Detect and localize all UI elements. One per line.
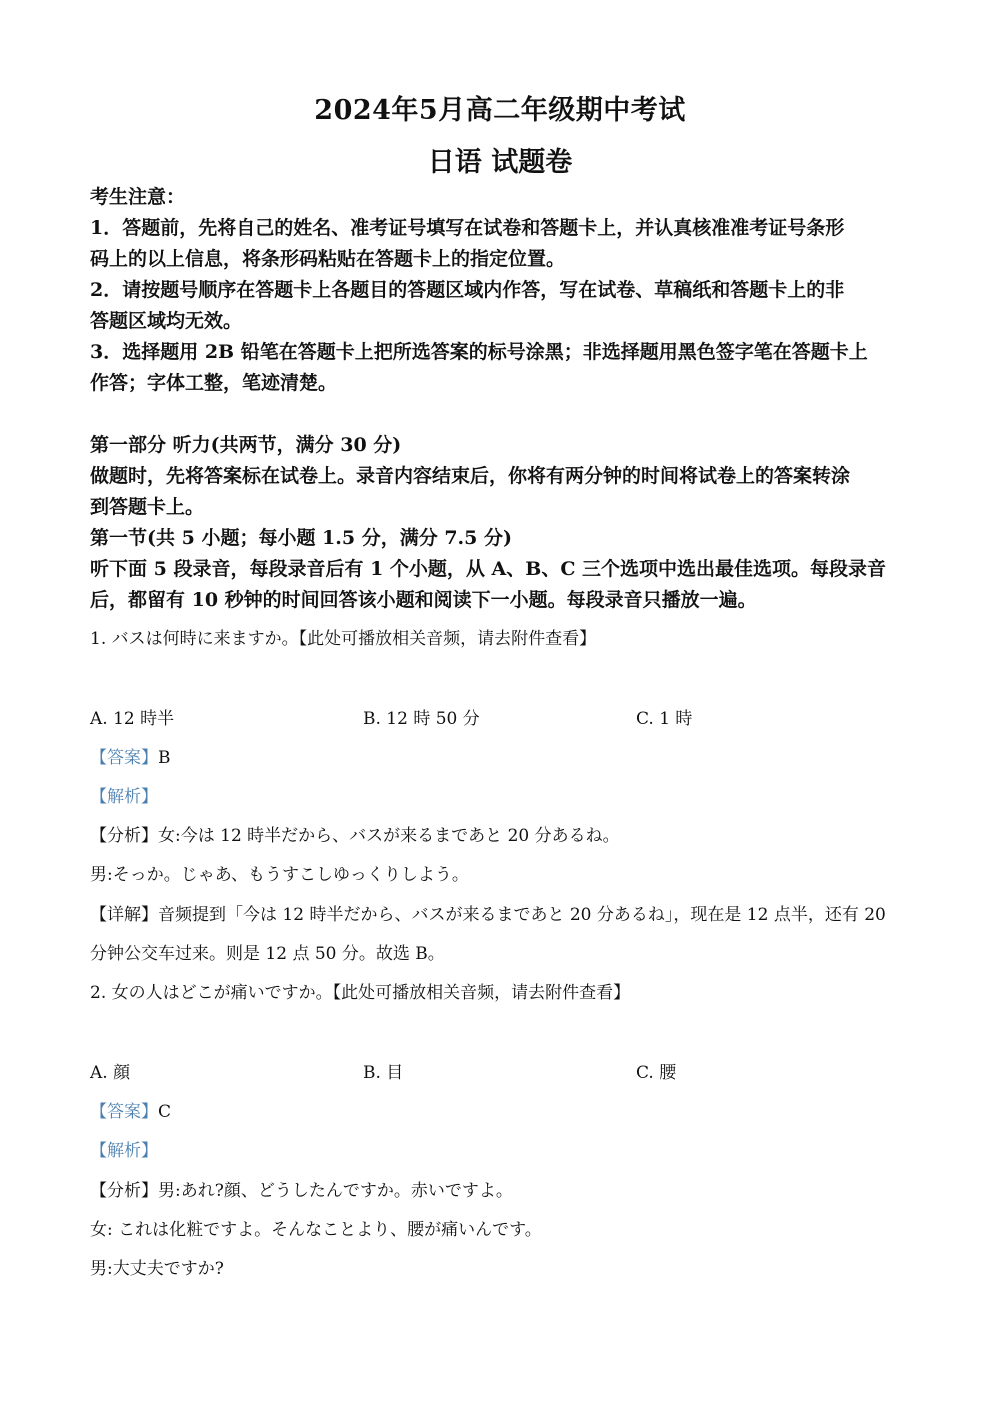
fenxi-label: 【分析】 <box>90 826 158 846</box>
answer-label: 【答案】 <box>90 1102 158 1122</box>
notice-heading: 考生注意： <box>90 186 186 208</box>
question-2-option-a: A. 顔 <box>90 1063 131 1083</box>
question-1-xiangjie-line-2: 分钟公交车过来。则是 12 点 50 分。故选 B。 <box>90 944 445 964</box>
question-2-fenxi <box>90 1176 920 1201</box>
notice-item-3-line-1: 3．选择题用 2B 铅笔在答题卡上把所选答案的标号涂黑；非选择题用黑色签字笔在答题卡上 <box>90 341 868 363</box>
part-1-listening <box>90 430 920 616</box>
notice-item-2-line-2: 答题区域均无效。 <box>90 310 243 332</box>
answer-value: C <box>158 1102 172 1122</box>
question-1-option-b: B. 12 時 50 分 <box>363 709 480 729</box>
notice-item-3-line-2: 作答；字体工整，笔迹清楚。 <box>90 372 338 394</box>
question-1-option-a: A. 12 時半 <box>90 709 175 729</box>
section-1-instruction-line-2: 后，都留有 10 秒钟的时间回答该小题和阅读下一小题。每段录音只播放一遍。 <box>90 589 757 611</box>
question-2-option-b: B. 目 <box>363 1063 404 1083</box>
question-1-xiangjie <box>90 900 920 925</box>
xiangjie-text: 音频提到「今は 12 時半だから、バスが来るまであと 20 分あるね」，现在是 12 点半，还有 20 <box>158 905 886 925</box>
question-2-dialogue-line-2: 女: これは化粧ですよ。そんなことより、腰が痛いんです。 <box>90 1220 542 1240</box>
fenxi-text: 女:今は 12 時半だから、バスが来るまであと 20 分あるね。 <box>158 826 620 846</box>
question-1-dialogue-line: 男:そっか。じゃあ、もうすこしゆっくりしよう。 <box>90 865 469 885</box>
part-1-heading: 第一部分 听力(共两节，满分 30 分) <box>90 434 402 456</box>
section-1-instruction-line-1: 听下面 5 段录音，每段录音后有 1 个小题，从 A、B、C 三个选项中选出最佳选项。每段录音 <box>90 558 887 580</box>
notice-item-1-line-2: 码上的以上信息，将条形码粘贴在答题卡上的指定位置。 <box>90 248 566 270</box>
fenxi-text: 男:あれ?顔、どうしたんですか。赤いですよ。 <box>158 1181 513 1201</box>
answer-label: 【答案】 <box>90 748 158 768</box>
fenxi-label: 【分析】 <box>90 1181 158 1201</box>
page-subtitle: 日语 试题卷 <box>427 147 573 178</box>
notice-item-2-line-1: 2．请按题号顺序在答题卡上各题目的答题区域内作答，写在试卷、草稿纸和答题卡上的非 <box>90 279 845 301</box>
question-2-analysis-label: 【解析】 <box>90 1141 158 1161</box>
exam-notice <box>90 182 920 399</box>
question-2-option-c: C. 腰 <box>636 1063 677 1083</box>
question-2-text: 2. 女の人はどこが痛いですか。【此处可播放相关音频，请去附件查看】 <box>90 983 631 1003</box>
question-2-answer <box>90 1097 920 1122</box>
question-1-answer <box>90 743 920 768</box>
question-1-option-c: C. 1 時 <box>636 709 693 729</box>
part-1-instruction-line-1: 做题时，先将答案标在试卷上。录音内容结束后，你将有两分钟的时间将试卷上的答案转涂 <box>90 465 851 487</box>
notice-item-1-line-1: 1．答题前，先将自己的姓名、准考证号填写在试卷和答题卡上，并认真核准准考证号条形 <box>90 217 845 239</box>
question-2-dialogue-line-3: 男:大丈夫ですか? <box>90 1259 224 1279</box>
part-1-instruction-line-2: 到答题卡上。 <box>90 496 205 518</box>
section-1-heading: 第一节(共 5 小题；每小题 1.5 分，满分 7.5 分) <box>90 527 512 549</box>
answer-value: B <box>158 748 171 768</box>
page-title: 2024年5月高二年级期中考试 <box>314 95 686 126</box>
question-1-fenxi <box>90 821 920 846</box>
question-1-text: 1. バスは何時に来ますか。【此处可播放相关音频，请去附件查看】 <box>90 629 597 649</box>
xiangjie-label: 【详解】 <box>90 905 158 925</box>
question-1-analysis-label: 【解析】 <box>90 787 158 807</box>
